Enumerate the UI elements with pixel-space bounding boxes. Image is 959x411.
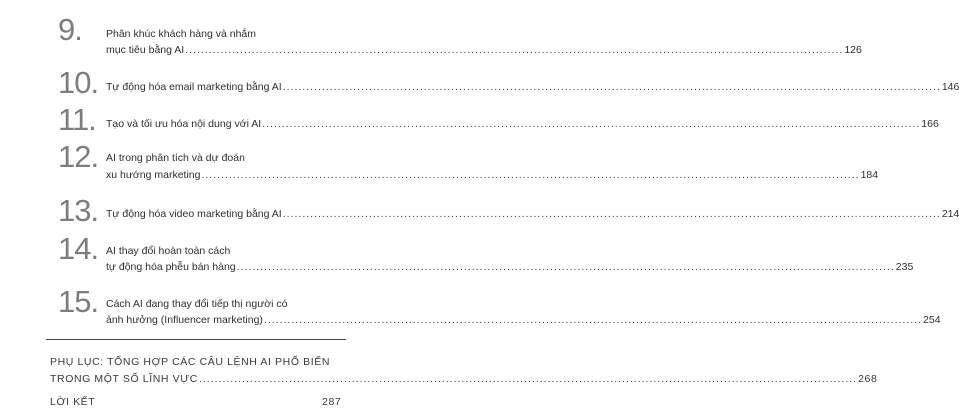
chapter-number: 9. [58,12,82,47]
entry-title-line: AI thay đổi hoàn toàn cách [106,245,231,257]
page-number: 126 [844,44,862,56]
page-number: 146 [941,81,959,93]
entry-title-text: Tự động hóa email marketing bằng AI [106,81,282,93]
entry-title-text: tự động hóa phễu bán hàng [106,261,236,273]
entry-title-last-line [106,79,959,95]
dot-leader [264,312,922,328]
chapter-number: 14. [58,231,99,266]
entry-title-text: xu hướng marketing [106,169,201,181]
entry-title-line: Cách AI đang thay đổi tiếp thị người có [106,298,288,310]
section-divider [46,339,346,340]
toc-entry-conclusion[interactable] [50,394,342,411]
page-number: 235 [895,261,914,273]
chapter-number: 11. [58,102,96,137]
entry-title-line: AI trong phân tích và dự đoán [106,152,245,164]
entry-title-last-line [106,116,939,132]
entry-title-last-line [106,167,879,183]
chapter-number: 13. [58,193,99,228]
page-number: 184 [860,169,879,181]
dot-leader [262,116,920,132]
dot-leader [283,79,941,95]
appendix-title-text: TRONG MỘT SỐ LĨNH VỰC [50,373,198,385]
dot-leader [237,259,895,275]
dot-leader [199,371,857,388]
page-number: 254 [923,314,941,326]
toc-entry-appendix[interactable] [50,354,878,388]
entry-title-text: Tạo và tối ưu hóa nội dung với AI [106,118,262,130]
page-number: 287 [322,396,342,408]
entry-title-last-line [106,312,941,328]
page-number: 166 [921,118,939,130]
entry-title-last-line [106,259,914,275]
entry-title-text: Tự động hóa video marketing bằng AI [106,208,282,220]
chapter-number: 12. [58,139,99,174]
entry-title-line: Phân khúc khách hàng và nhắm [106,28,257,40]
page-number: 214 [941,208,959,220]
dot-leader [185,42,843,58]
dot-leader [283,206,941,222]
entry-title-text: ảnh hưởng (Influencer marketing) [106,314,263,326]
appendix-title-line: PHỤ LỤC: TỔNG HỢP CÁC CÂU LỆNH AI PHỔ BIẾN [50,356,331,368]
entry-title-last-line [106,42,862,58]
page-number: 268 [858,373,878,385]
appendix-title-last-line [50,371,878,388]
entry-title-text: mục tiêu bằng AI [106,44,185,56]
entry-title-last-line [106,206,959,222]
conclusion-title: LỜI KẾT [50,396,96,408]
chapter-number: 10. [58,65,99,100]
dot-leader [201,167,859,183]
chapter-number: 15. [58,284,99,319]
